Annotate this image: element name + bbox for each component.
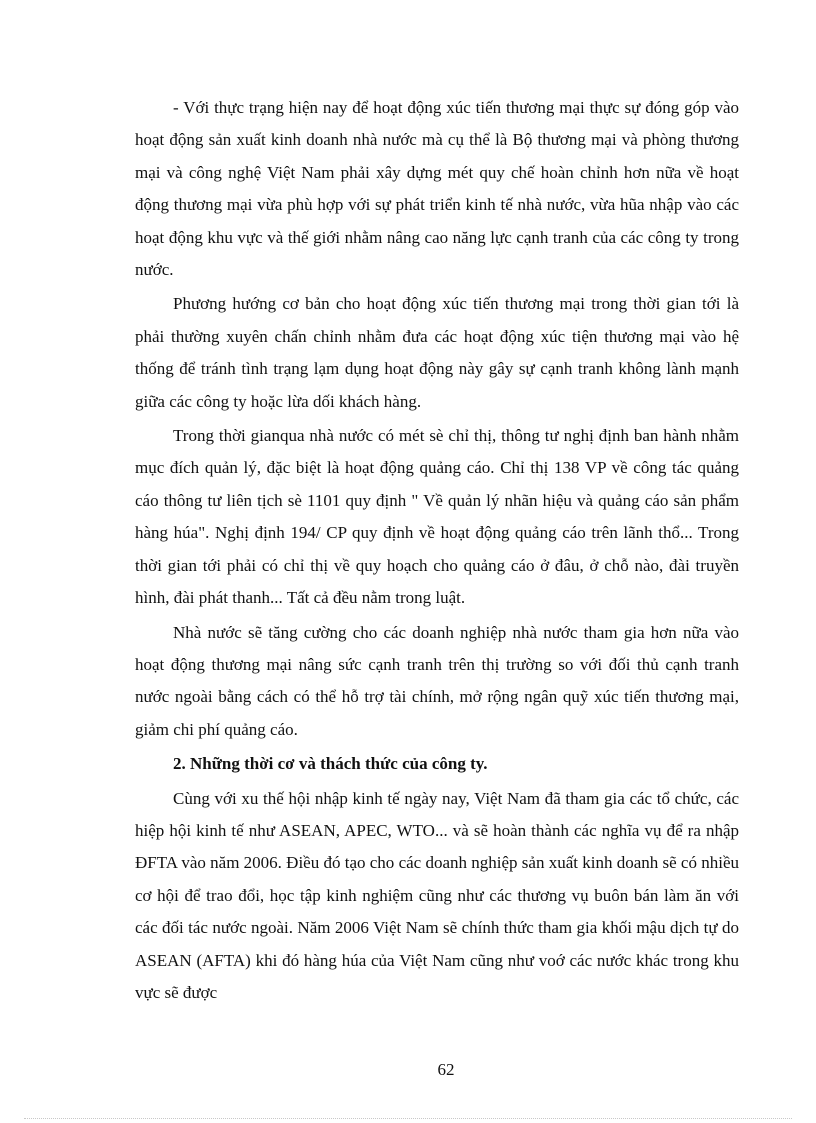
page-number: 62 <box>437 1060 455 1079</box>
document-body <box>135 92 739 1011</box>
body-paragraph: Phương hướng cơ bản cho hoạt động xúc tiến thương mại trong thời gian tới là phải thường xuyên chấn chỉnh nhằm đưa các hoạt động xúc tiện thương mại vào hệ thống để tránh tình trạng lạm dụng hoạt động này gây sự cạnh tranh không lành mạnh giữa các công ty hoặc lừa dối khách hàng. <box>135 294 739 411</box>
body-paragraph: - Với thực trạng hiện nay để hoạt động xúc tiến thương mại thực sự đóng góp vào hoạt động sản xuất kinh doanh nhà nước mà cụ thể là Bộ thương mại và phòng thương mại và công nghệ Việt Nam phải xây dựng mét quy chế hoàn chỉnh hơn nữa về hoạt động thương mại vừa phù hợp với sự phát triển kinh tế nhà nước, vừa hũa nhập vào các hoạt động khu vực và thế giới nhằm nâng cao năng lực cạnh tranh của các công ty trong nước. <box>135 98 739 280</box>
body-paragraph: Trong thời gianqua nhà nước có mét sè chỉ thị, thông tư nghị định ban hành nhằm mục đích quản lý, đặc biệt là hoạt động quảng cáo. Chỉ thị 138 VP về công tác quảng cáo thông tư liên tịch sè 1101 quy định " Về quản lý nhãn hiệu và quảng cáo sản phẩm hàng húa". Nghị định 194/ CP quy định về hoạt động quảng cáo trên lãnh thổ... Trong thời gian tới phải có chỉ thị về quy hoạch cho quảng cáo ở đâu, ở chỗ nào, đài truyền hình, đài phát thanh... Tất cả đều nằm trong luật. <box>135 426 739 608</box>
page-bottom-divider <box>24 1118 792 1119</box>
section-heading: 2. Những thời cơ và thách thức của công ty. <box>173 754 488 774</box>
body-paragraph: Nhà nước sẽ tăng cường cho các doanh nghiệp nhà nước tham gia hơn nữa vào hoạt động thương mại nâng sức cạnh tranh trên thị trường so với đối thủ cạnh tranh nước ngoài bằng cách có thể hỗ trợ tài chính, mở rộng ngân quỹ xúc tiến thương mại, giảm chi phí quảng cáo. <box>135 622 739 739</box>
body-paragraph: Cùng với xu thế hội nhập kinh tế ngày nay, Việt Nam đã tham gia các tổ chức, các hiệp hội kinh tế như ASEAN, APEC, WTO... và sẽ hoàn thành các nghĩa vụ để ra nhập ĐFTA vào năm 2006. Điều đó tạo cho các doanh nghiệp sản xuất kinh doanh sẽ có nhiều cơ hội để trao đổi, học tập kinh nghiệm cũng như các thương vụ buôn bán làm ăn với các đối tác nước ngoài. Năm 2006 Việt Nam sẽ chính thức tham gia khối mậu dịch tự do ASEAN (AFTA) khi đó hàng húa của Việt Nam cũng như voớ các nước khác trong khu vực sẽ được <box>135 788 739 1002</box>
